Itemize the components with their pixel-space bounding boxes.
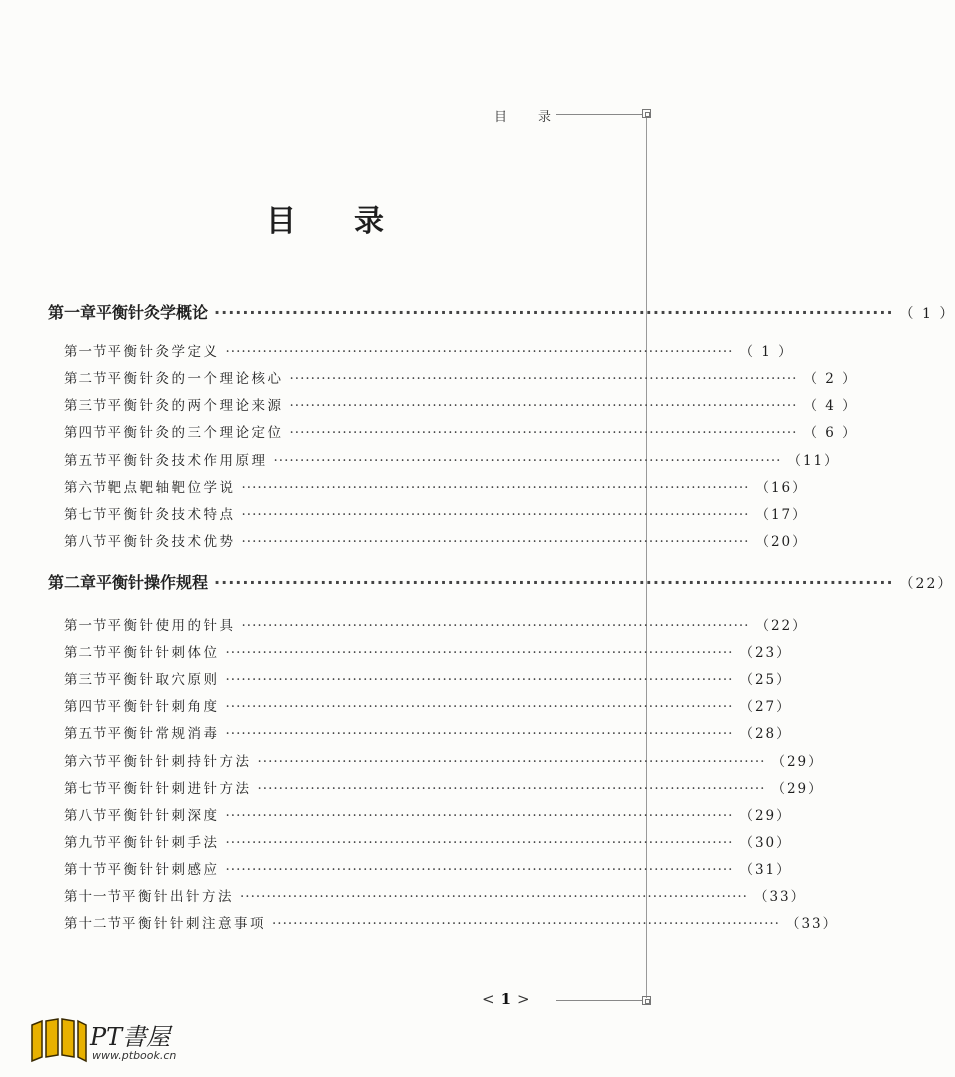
section-number: 第十二节 [64,916,122,932]
page-ref: （25） [739,672,792,688]
dot-leader: ································································································ [241,618,750,634]
section-number: 第七节 [64,781,108,797]
corner-ornament-bottom [642,996,651,1005]
page-ref: （29） [739,808,792,824]
dot-leader: ································································································ [273,453,782,469]
section-number: 第八节 [64,534,108,550]
dot-leader: ································································································ [257,781,766,797]
dot-leader: ································································································ [289,371,798,387]
section-number: 第八节 [64,808,108,824]
section-title: 平衡针针刺体位 [107,645,220,661]
section-title: 平衡针常规消毒 [107,726,220,742]
page-ref: （27） [739,699,792,715]
section-title: 平衡针灸学定义 [107,344,220,360]
dot-leader: ································································································ [240,889,748,905]
watermark-name: PT書屋 [90,1023,171,1051]
running-header-right: 录 [537,110,552,125]
toc-section[interactable] [64,858,792,878]
page-ref: （17） [755,507,808,523]
page-ref: （ 4 ） [803,398,858,414]
section-title: 平衡针针刺进针方法 [107,781,252,797]
section-number: 第五节 [64,726,108,742]
dot-leader: ································································································ [257,754,766,770]
toc-section[interactable] [64,695,792,715]
section-title: 平衡针针刺感应 [107,862,220,878]
section-title: 平衡针灸技术优势 [107,534,236,550]
corner-ornament-top [642,109,651,118]
section-title: 平衡针取穴原则 [107,672,220,688]
dot-leader: ································································································ [241,480,750,496]
section-number: 第三节 [64,398,108,414]
toc-section[interactable] [64,614,808,634]
dot-leader: ································································································ [225,726,734,742]
page-ref: （11） [787,453,840,469]
page-ref: （33） [753,889,807,905]
section-title: 平衡针使用的针具 [107,618,236,634]
section-number: 第四节 [64,699,108,715]
toc-section[interactable] [64,668,792,688]
watermark-logo [28,1015,203,1065]
page-title [0,196,650,240]
watermark-url: www.ptbook.cn [92,1049,177,1062]
section-title: 平衡针灸的一个理论核心 [107,371,284,387]
page-bracket-right: > [517,990,536,1008]
page-ref: （ 1 ） [899,306,955,322]
page-ref: （30） [739,835,792,851]
toc-section[interactable] [64,777,824,797]
chapter-title: 平衡针操作规程 [96,573,209,592]
dot-leader: ································································································ [225,699,734,715]
footer-rule [556,1000,642,1001]
toc-section[interactable] [64,641,792,661]
toc-section[interactable] [64,394,858,414]
page-ref: （ 1 ） [739,344,794,360]
section-number: 第十节 [64,862,108,878]
toc-section[interactable] [64,449,840,469]
section-number: 第六节 [64,754,108,770]
toc-section[interactable] [64,750,824,770]
page-ref: （ 6 ） [803,425,858,441]
toc-section[interactable] [64,476,808,496]
section-number: 第六节 [64,480,108,496]
section-number: 第五节 [64,453,108,469]
dot-leader: ································································································ [225,344,734,360]
section-title: 平衡针出针方法 [122,889,234,905]
chapter-number: 第二章 [48,573,97,592]
page-ref: （33） [785,916,839,932]
page-ref: （ 2 ） [803,371,858,387]
running-header-left: 目 [493,110,508,125]
section-number: 第一节 [64,618,108,634]
dot-leader: ································································································ [241,534,750,550]
section-title: 平衡针灸技术特点 [107,507,236,523]
toc-section[interactable] [64,885,807,905]
header-rule [556,114,642,115]
toc-chapter[interactable] [48,570,954,593]
toc-section[interactable] [64,530,808,550]
page-number: 1 [500,990,518,1008]
toc-section[interactable] [64,912,839,932]
page-bracket-left: < [482,990,501,1008]
page-ref: （31） [739,862,792,878]
toc-section[interactable] [64,421,858,441]
section-number: 第二节 [64,645,108,661]
dot-leader: ································································································ [225,672,734,688]
section-number: 第二节 [64,371,108,387]
section-title: 平衡针针刺持针方法 [107,754,252,770]
toc-chapter[interactable] [48,300,955,323]
dot-leader: ································································································ [272,916,780,932]
toc-section[interactable] [64,831,792,851]
page-title-left: 目 [266,204,296,239]
dot-leader: ································································································ [225,862,734,878]
dot-leader: ································································································ [289,425,798,441]
section-number: 第十一节 [64,889,122,905]
chapter-number: 第一章 [48,303,97,322]
section-title: 平衡针针刺手法 [107,835,220,851]
section-title: 平衡针针刺角度 [107,699,220,715]
toc-section[interactable] [64,367,858,387]
page-ref: （22） [755,618,808,634]
toc-section[interactable] [64,804,792,824]
dot-leader: ································································································ [225,808,734,824]
section-number: 第三节 [64,672,108,688]
dot-leader: ································································································ [214,303,894,322]
dot-leader: ································································································ [225,835,734,851]
section-number: 第一节 [64,344,108,360]
section-title: 平衡针针刺深度 [107,808,220,824]
section-number: 第九节 [64,835,108,851]
section-title: 平衡针灸的两个理论来源 [107,398,284,414]
page-ref: （22） [899,576,954,592]
running-header [494,106,552,125]
page-ref: （16） [755,480,808,496]
section-title: 平衡针针刺注意事项 [122,916,266,932]
dot-leader: ································································································ [241,507,750,523]
dot-leader: ································································································ [214,573,894,592]
section-title: 靶点靶轴靶位学说 [107,480,236,496]
section-title: 平衡针灸的三个理论定位 [107,425,284,441]
section-number: 第七节 [64,507,108,523]
page-title-right: 录 [354,204,384,239]
toc-section[interactable] [64,340,794,360]
page-ref: （29） [771,781,824,797]
section-number: 第四节 [64,425,108,441]
book-logo-icon [28,1015,88,1063]
section-title: 平衡针灸技术作用原理 [107,453,268,469]
dot-leader: ································································································ [289,398,798,414]
toc-section[interactable] [64,503,808,523]
page-ref: （20） [755,534,808,550]
footer-page-number [482,990,536,1008]
page-ref: （23） [739,645,792,661]
toc-section[interactable] [64,722,792,742]
page-ref: （29） [771,754,824,770]
page-ref: （28） [739,726,792,742]
dot-leader: ································································································ [225,645,734,661]
chapter-title: 平衡针灸学概论 [96,303,209,322]
